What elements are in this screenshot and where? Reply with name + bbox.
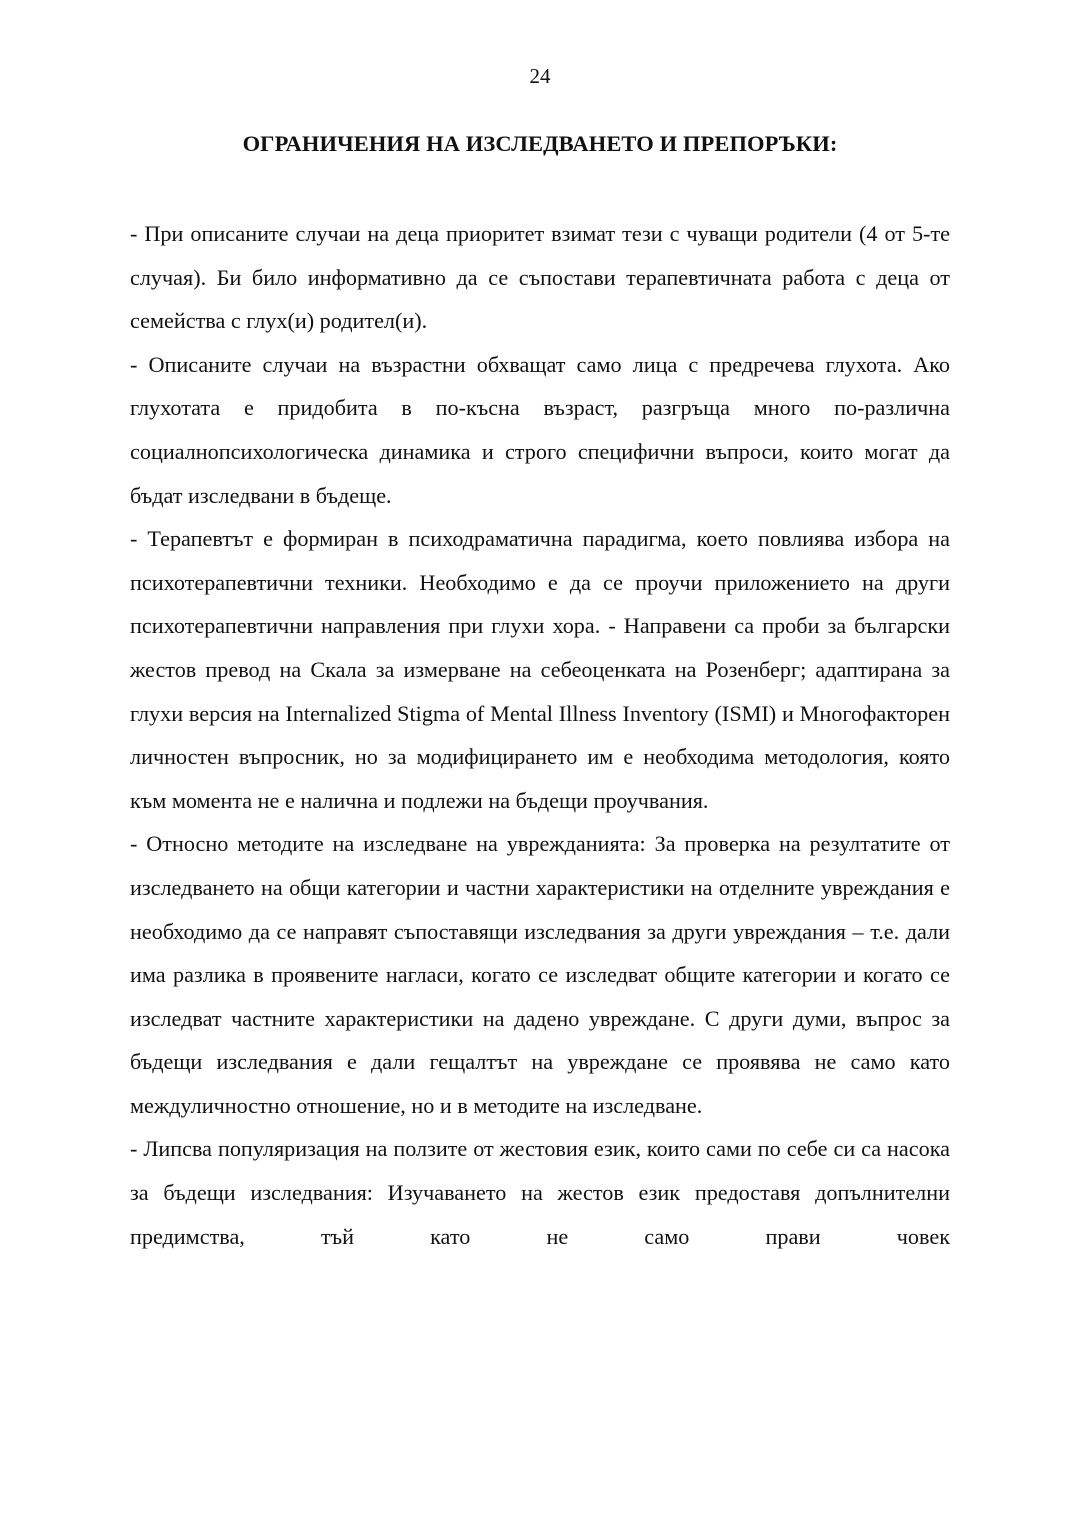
- paragraph-adult-cases: - Описаните случаи на възрастни обхващат само лица с предречева глухота. Ако глухотата е придобита в по-късна възраст, разгръща много по-различна социалнопсихологическа динамика и строго специфични въпроси, които могат да бъдат изследвани в бъдеще.: [130, 351, 950, 508]
- paragraph-children-cases: - При описаните случаи на деца приоритет взимат тези с чуващи родители (4 от 5-те случая). Би било информативно да се съпостави терапевтичната работа с деца от семейства с глух(и) родител(и).: [130, 221, 950, 334]
- section-heading: ОГРАНИЧЕНИЯ НА ИЗСЛЕДВАНЕТО И ПРЕПОРЪКИ:: [242, 131, 838, 156]
- paragraph-therapist-paradigm: - Терапевтът е формиран в психодраматична парадигма, което повлиява избора на психотерапевтични техники. Необходимо е да се проучи приложението на други психотерапевтични направления при глухи хора. - Направени са проби за български жестов превод на Скала за измерване на себеоценката на Розенберг; адаптирана за глухи версия на Internalized Stigma of Mental Illness Inventory (ISMI) и Многофакторен личностен въпросник, но за модифицирането им е необходима методология, която към момента не е налична и подлежи на бъдещи проучвания.: [130, 526, 950, 813]
- page-number: 24: [529, 64, 551, 88]
- paragraph-research-methods: - Относно методите на изследване на уврежданията: За проверка на резултатите от изследването на общи категории и частни характеристики на отделните увреждания е необходимо да се направят съпоставящи изследвания за други увреждания – т.е. дали има разлика в проявените нагласи, когато се изследват общите категории и когато се изследват частните характеристики на дадено увреждане. С други думи, въпрос за бъдещи изследвания е дали гещалтът на увреждане се проявява не само като междуличностно отношение, но и в методите на изследване.: [130, 831, 950, 1118]
- body-text: [130, 212, 950, 1258]
- paragraph-sign-language: - Липсва популяризация на ползите от жестовия език, които сами по себе си са насока за бъдещи изследвания: Изучаването на жестов език предоставя допълнителни предимства, тъй като не само прави човек: [130, 1136, 950, 1249]
